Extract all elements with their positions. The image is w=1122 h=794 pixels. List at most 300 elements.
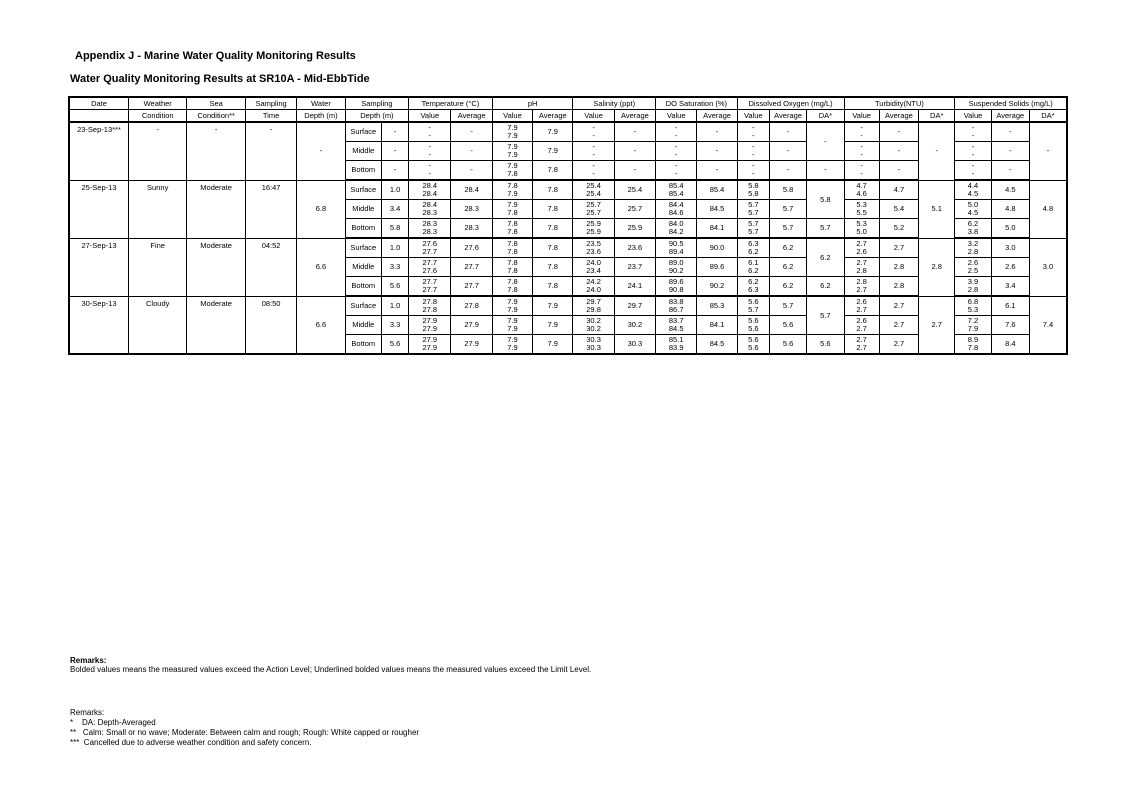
suspended-solids-da: 7.4 <box>1029 296 1067 354</box>
dissolved-oxygen-values-reading: 5.7 <box>748 200 759 209</box>
ph-values-reading: 7.8 <box>507 219 518 228</box>
do-saturation-values-reading: 86.7 <box>668 305 684 314</box>
dissolved-oxygen-values-reading: 6.3 <box>748 239 759 248</box>
do-saturation-values-reading: 90.5 <box>668 239 684 248</box>
dissolved-oxygen-values-reading: - <box>752 150 755 159</box>
dissolved-oxygen-values <box>737 277 769 297</box>
ph-average: 7.9 <box>533 316 573 335</box>
sampling-depth-cell: 5.6 <box>381 335 408 355</box>
suspended-solids-values <box>955 161 991 181</box>
do-saturation-values-reading: 83.7 <box>668 316 684 325</box>
dissolved-oxygen-values-reading: 5.7 <box>748 219 759 228</box>
sampling-level-cell: Bottom <box>345 219 381 239</box>
dissolved-oxygen-values-reading: 6.2 <box>748 277 759 286</box>
turbidity-average: 2.7 <box>879 296 918 316</box>
col-do-saturation-header: DO Saturation (%) <box>656 97 738 110</box>
temperature-average: - <box>451 122 492 142</box>
do-saturation-values-reading: 83.9 <box>668 343 684 352</box>
suspended-solids-average: 8.4 <box>991 335 1029 355</box>
temperature-average: 27.6 <box>451 238 492 258</box>
dissolved-oxygen-values-reading: - <box>752 131 755 140</box>
salinity-values <box>573 238 614 258</box>
sampling-level-cell: Bottom <box>345 335 381 355</box>
ph-average: 7.8 <box>533 161 573 181</box>
dissolved-oxygen-values-reading: 5.6 <box>748 316 759 325</box>
do-saturation-values-reading: 90.2 <box>668 266 684 275</box>
temperature-values-reading: - <box>428 142 432 151</box>
suspended-solids-da: 4.8 <box>1029 180 1067 238</box>
suspended-solids-average: 7.6 <box>991 316 1029 335</box>
sub-average: Average <box>991 110 1029 123</box>
temperature-average: 28.3 <box>451 200 492 219</box>
dissolved-oxygen-average: 6.2 <box>769 238 806 258</box>
col-ph-header: pH <box>492 97 573 110</box>
dissolved-oxygen-average: 6.2 <box>769 258 806 277</box>
suspended-solids-average: 3.4 <box>991 277 1029 297</box>
suspended-solids-values-reading: - <box>971 161 975 170</box>
temperature-values-reading: 27.7 <box>422 258 438 267</box>
temperature-average: 28.4 <box>451 180 492 200</box>
weather-cell: Sunny <box>128 180 186 238</box>
dissolved-oxygen-values <box>737 122 769 142</box>
col-temperature-header: Temperature (°C) <box>409 97 493 110</box>
do-saturation-values-reading: - <box>674 142 678 151</box>
temperature-values-reading: 28.3 <box>422 208 438 217</box>
dissolved-oxygen-values-reading: - <box>752 123 755 132</box>
dissolved-oxygen-average: 5.8 <box>769 180 806 200</box>
salinity-values <box>573 219 614 239</box>
turbidity-values-reading: 2.6 <box>856 247 867 256</box>
sub-value: Value <box>656 110 697 123</box>
weather-cell: Fine <box>128 238 186 296</box>
suspended-solids-values-reading: 2.8 <box>967 247 979 256</box>
suspended-solids-da: - <box>1029 122 1067 180</box>
salinity-values-reading: 25.4 <box>586 181 601 190</box>
salinity-values-reading: 24.0 <box>586 258 601 267</box>
sampling-depth-cell: 1.0 <box>381 180 408 200</box>
turbidity-values <box>844 200 879 219</box>
suspended-solids-values <box>955 296 991 316</box>
dissolved-oxygen-da: 5.7 <box>807 296 844 335</box>
turbidity-values <box>844 142 879 161</box>
dissolved-oxygen-values-reading: 5.6 <box>748 335 759 344</box>
dissolved-oxygen-values-reading: 5.8 <box>748 181 759 190</box>
suspended-solids-values <box>955 258 991 277</box>
ph-values <box>492 238 532 258</box>
salinity-values <box>573 180 614 200</box>
blank-cell <box>69 110 128 123</box>
water-quality-table <box>68 96 1068 355</box>
turbidity-values-reading: 2.8 <box>856 266 867 275</box>
turbidity-values <box>844 219 879 239</box>
salinity-values <box>573 258 614 277</box>
temperature-values-reading: 28.4 <box>422 181 438 190</box>
table-title: Water Quality Monitoring Results at SR10A - Mid-EbbTide <box>70 73 370 85</box>
temperature-average: 27.9 <box>451 335 492 355</box>
dissolved-oxygen-values-reading: 5.6 <box>748 324 759 333</box>
ph-average: 7.9 <box>533 335 573 355</box>
salinity-values-reading: 30.2 <box>586 316 601 325</box>
turbidity-values <box>844 161 879 181</box>
sampling-depth-cell: - <box>381 142 408 161</box>
salinity-average: 23.7 <box>614 258 655 277</box>
sea-condition-cell: Moderate <box>187 296 245 354</box>
dissolved-oxygen-values <box>737 296 769 316</box>
date-cell: 30-Sep-13 <box>69 296 128 354</box>
col-date-header: Date <box>69 97 128 110</box>
suspended-solids-average: 3.0 <box>991 238 1029 258</box>
salinity-average: 23.6 <box>614 238 655 258</box>
ph-values-reading: 7.9 <box>507 200 518 209</box>
salinity-values-reading: 23.5 <box>586 239 601 248</box>
table-row <box>69 180 1067 200</box>
ph-values-reading: 7.8 <box>507 227 518 236</box>
salinity-values-reading: - <box>592 169 595 178</box>
ph-values-reading: 7.9 <box>507 324 518 333</box>
temperature-values-reading: 27.6 <box>422 266 438 275</box>
do-saturation-values <box>656 316 697 335</box>
ph-average: 7.8 <box>533 238 573 258</box>
suspended-solids-values <box>955 142 991 161</box>
temperature-average: 28.3 <box>451 219 492 239</box>
dissolved-oxygen-values-reading: 5.7 <box>748 305 759 314</box>
turbidity-values-reading: - <box>860 142 863 151</box>
suspended-solids-values-reading: 4.4 <box>967 181 979 190</box>
sampling-level-cell: Middle <box>345 142 381 161</box>
do-saturation-values <box>656 296 697 316</box>
temperature-values <box>409 200 451 219</box>
suspended-solids-values <box>955 180 991 200</box>
temperature-values-reading: - <box>428 131 432 140</box>
ph-values-reading: 7.9 <box>507 142 518 151</box>
sampling-time-cell: - <box>245 122 296 180</box>
col-suspended-solids-header: Suspended Solids (mg/L) <box>955 97 1067 110</box>
dissolved-oxygen-values <box>737 200 769 219</box>
dissolved-oxygen-average: 5.7 <box>769 219 806 239</box>
sampling-level-cell: Bottom <box>345 277 381 297</box>
temperature-average: 27.9 <box>451 316 492 335</box>
salinity-values-reading: - <box>592 123 595 132</box>
dissolved-oxygen-values-reading: 5.8 <box>748 189 759 198</box>
dissolved-oxygen-average: 5.6 <box>769 316 806 335</box>
dissolved-oxygen-values <box>737 335 769 355</box>
turbidity-average: 2.7 <box>879 316 918 335</box>
temperature-values-reading: 27.8 <box>422 297 438 306</box>
turbidity-average: 2.8 <box>879 277 918 297</box>
turbidity-average: 2.8 <box>879 258 918 277</box>
ph-values-reading: 7.9 <box>507 161 518 170</box>
turbidity-values-reading: 4.7 <box>856 181 867 190</box>
salinity-values-reading: 30.3 <box>586 335 601 344</box>
salinity-values <box>573 335 614 355</box>
turbidity-values <box>844 238 879 258</box>
sub-value: Value <box>955 110 991 123</box>
salinity-values <box>573 316 614 335</box>
suspended-solids-values-reading: 4.5 <box>967 189 979 198</box>
dissolved-oxygen-values-reading: - <box>752 161 755 170</box>
do-saturation-values-reading: - <box>674 150 678 159</box>
suspended-solids-values-reading: - <box>971 169 975 178</box>
do-saturation-values-reading: 85.4 <box>668 181 684 190</box>
dissolved-oxygen-values <box>737 219 769 239</box>
ph-values <box>492 161 532 181</box>
weather-cell: Cloudy <box>128 296 186 354</box>
dissolved-oxygen-average: - <box>769 142 806 161</box>
temperature-values-reading: 28.4 <box>422 189 438 198</box>
ph-values-reading: 7.9 <box>507 123 518 132</box>
sampling-time-cell: 04:52 <box>245 238 296 296</box>
dissolved-oxygen-values-reading: 6.2 <box>748 247 759 256</box>
sub-da: DA* <box>807 110 844 123</box>
ph-values <box>492 316 532 335</box>
turbidity-values-reading: 2.7 <box>856 335 867 344</box>
turbidity-values-reading: 2.8 <box>856 277 867 286</box>
do-saturation-values <box>656 258 697 277</box>
suspended-solids-values-reading: 6.8 <box>967 297 979 306</box>
suspended-solids-values-reading: 8.9 <box>967 335 979 344</box>
suspended-solids-values-reading: - <box>971 131 975 140</box>
turbidity-values-reading: 5.5 <box>856 208 867 217</box>
suspended-solids-values <box>955 238 991 258</box>
turbidity-da: 2.8 <box>919 238 955 296</box>
dissolved-oxygen-values-reading: 6.3 <box>748 285 759 294</box>
ph-average: 7.8 <box>533 200 573 219</box>
remarks-levels-title: Remarks: <box>70 656 107 665</box>
table-row <box>69 238 1067 258</box>
salinity-values <box>573 277 614 297</box>
sea-condition-cell: Moderate <box>187 180 245 238</box>
turbidity-values <box>844 335 879 355</box>
salinity-values-reading: 24.0 <box>586 285 601 294</box>
sub-average: Average <box>769 110 806 123</box>
remarks-levels-text: Bolded values means the measured values exceed the Action Level; Underlined bolded values means the measured values exceed the Limit Level. <box>70 665 592 674</box>
dissolved-oxygen-da: - <box>807 161 844 181</box>
suspended-solids-values-reading: 5.3 <box>967 305 979 314</box>
turbidity-values-reading: - <box>860 150 863 159</box>
do-saturation-average: 84.5 <box>697 200 737 219</box>
col-turbidity-header: Turbidity(NTU) <box>844 97 955 110</box>
salinity-values-reading: 25.9 <box>586 219 601 228</box>
do-saturation-average: 85.3 <box>697 296 737 316</box>
salinity-values-reading: 30.2 <box>586 324 601 333</box>
water-depth-cell: - <box>297 122 345 180</box>
dissolved-oxygen-values-reading: - <box>752 142 755 151</box>
dissolved-oxygen-average: - <box>769 161 806 181</box>
temperature-values-reading: 27.9 <box>422 343 438 352</box>
salinity-values-reading: 30.3 <box>586 343 601 352</box>
ph-values <box>492 296 532 316</box>
do-saturation-values <box>656 219 697 239</box>
suspended-solids-average: 4.5 <box>991 180 1029 200</box>
turbidity-values <box>844 296 879 316</box>
sub-average: Average <box>879 110 918 123</box>
turbidity-da: - <box>919 122 955 180</box>
salinity-values-reading: - <box>592 150 595 159</box>
do-saturation-average: - <box>697 122 737 142</box>
header-row-1 <box>69 97 1067 110</box>
salinity-values-reading: 29.7 <box>586 297 601 306</box>
ph-values <box>492 335 532 355</box>
turbidity-average: 2.7 <box>879 335 918 355</box>
dissolved-oxygen-average: 5.6 <box>769 335 806 355</box>
temperature-values-reading: 27.8 <box>422 305 438 314</box>
ph-values <box>492 122 532 142</box>
col-sea-header: Sea <box>187 97 245 110</box>
suspended-solids-values-reading: 3.8 <box>967 227 979 236</box>
temperature-values <box>409 296 451 316</box>
do-saturation-values <box>656 180 697 200</box>
ph-values-reading: 7.8 <box>507 277 518 286</box>
sub-average: Average <box>533 110 573 123</box>
temperature-values <box>409 238 451 258</box>
col-sampling-depth-sub: Depth (m) <box>345 110 408 123</box>
turbidity-average: - <box>879 122 918 142</box>
do-saturation-values-reading: 90.8 <box>668 285 684 294</box>
col-water-depth-sub: Depth (m) <box>297 110 345 123</box>
suspended-solids-average: - <box>991 161 1029 181</box>
ph-values-reading: 7.9 <box>507 335 518 344</box>
salinity-values <box>573 161 614 181</box>
do-saturation-values-reading: 89.0 <box>668 258 684 267</box>
salinity-average: - <box>614 142 655 161</box>
suspended-solids-values-reading: 6.2 <box>967 219 979 228</box>
ph-values-reading: 7.8 <box>507 239 518 248</box>
do-saturation-values-reading: 83.8 <box>668 297 684 306</box>
turbidity-values <box>844 180 879 200</box>
temperature-values-reading: 27.7 <box>422 285 438 294</box>
sub-da: DA* <box>919 110 955 123</box>
ph-values-reading: 7.8 <box>507 258 518 267</box>
do-saturation-values-reading: 84.0 <box>668 219 684 228</box>
suspended-solids-values-reading: 7.2 <box>967 316 979 325</box>
col-salinity-header: Salinity (ppt) <box>573 97 656 110</box>
suspended-solids-values-reading: 3.2 <box>967 239 979 248</box>
temperature-average: - <box>451 142 492 161</box>
salinity-average: 25.9 <box>614 219 655 239</box>
turbidity-values <box>844 277 879 297</box>
date-cell: 25-Sep-13 <box>69 180 128 238</box>
sub-average: Average <box>697 110 737 123</box>
sampling-depth-cell: 3.3 <box>381 316 408 335</box>
dissolved-oxygen-values <box>737 316 769 335</box>
sea-condition-cell: - <box>187 122 245 180</box>
col-weather-sub: Condition <box>128 110 186 123</box>
date-cell: 27-Sep-13 <box>69 238 128 296</box>
salinity-values <box>573 142 614 161</box>
ph-values-reading: 7.8 <box>507 285 518 294</box>
dissolved-oxygen-values-reading: 5.6 <box>748 343 759 352</box>
temperature-values-reading: 27.9 <box>422 316 438 325</box>
sampling-time-cell: 16:47 <box>245 180 296 238</box>
sampling-level-cell: Bottom <box>345 161 381 181</box>
do-saturation-values-reading: - <box>674 161 678 170</box>
temperature-values-reading: 27.7 <box>422 277 438 286</box>
do-saturation-values <box>656 200 697 219</box>
suspended-solids-average: 4.8 <box>991 200 1029 219</box>
ph-values <box>492 277 532 297</box>
do-saturation-average: 90.0 <box>697 238 737 258</box>
water-depth-cell: 6.6 <box>297 238 345 296</box>
ph-average: 7.8 <box>533 219 573 239</box>
suspended-solids-values-reading: - <box>971 123 975 132</box>
do-saturation-values-reading: - <box>674 131 678 140</box>
do-saturation-values <box>656 122 697 142</box>
salinity-average: - <box>614 122 655 142</box>
do-saturation-values-reading: 84.2 <box>668 227 684 236</box>
ph-values-reading: 7.8 <box>507 208 518 217</box>
turbidity-values-reading: - <box>860 169 863 178</box>
weather-cell: - <box>128 122 186 180</box>
dissolved-oxygen-average: 5.7 <box>769 200 806 219</box>
sampling-level-cell: Surface <box>345 122 381 142</box>
sampling-depth-cell: 3.3 <box>381 258 408 277</box>
col-weather-header: Weather <box>128 97 186 110</box>
temperature-average: 27.7 <box>451 258 492 277</box>
temperature-values <box>409 180 451 200</box>
salinity-values <box>573 296 614 316</box>
dissolved-oxygen-values-reading: 6.2 <box>748 266 759 275</box>
salinity-average: 25.7 <box>614 200 655 219</box>
turbidity-values-reading: - <box>860 161 863 170</box>
col-time-header: Sampling <box>245 97 296 110</box>
salinity-values-reading: - <box>592 161 595 170</box>
col-dissolved-oxygen-header: Dissolved Oxygen (mg/L) <box>737 97 844 110</box>
ph-average: 7.9 <box>533 142 573 161</box>
do-saturation-average: 84.5 <box>697 335 737 355</box>
salinity-average: 24.1 <box>614 277 655 297</box>
table-row <box>69 122 1067 142</box>
turbidity-values-reading: 4.6 <box>856 189 867 198</box>
ph-values <box>492 200 532 219</box>
ph-values <box>492 180 532 200</box>
ph-values-reading: 7.9 <box>507 189 518 198</box>
temperature-average: 27.8 <box>451 296 492 316</box>
turbidity-da: 5.1 <box>919 180 955 238</box>
do-saturation-values-reading: 89.4 <box>668 247 684 256</box>
salinity-values-reading: 25.4 <box>586 189 601 198</box>
do-saturation-values-reading: 89.6 <box>668 277 684 286</box>
do-saturation-average: 89.6 <box>697 258 737 277</box>
suspended-solids-values <box>955 219 991 239</box>
turbidity-values-reading: 5.3 <box>856 200 867 209</box>
sea-condition-cell: Moderate <box>187 238 245 296</box>
temperature-values-reading: 28.4 <box>422 200 438 209</box>
salinity-values-reading: 25.9 <box>586 227 601 236</box>
date-cell: 23-Sep-13*** <box>69 122 128 180</box>
sub-value: Value <box>409 110 451 123</box>
salinity-values-reading: 23.6 <box>586 247 601 256</box>
do-saturation-average: 90.2 <box>697 277 737 297</box>
dissolved-oxygen-average: 5.7 <box>769 296 806 316</box>
salinity-average: 30.3 <box>614 335 655 355</box>
dissolved-oxygen-average: - <box>769 122 806 142</box>
suspended-solids-values-reading: - <box>971 150 975 159</box>
col-time-sub: Time <box>245 110 296 123</box>
suspended-solids-values-reading: - <box>971 142 975 151</box>
temperature-values-reading: 28.3 <box>422 219 438 228</box>
temperature-values-reading: 28.3 <box>422 227 438 236</box>
suspended-solids-average: 6.1 <box>991 296 1029 316</box>
suspended-solids-values <box>955 122 991 142</box>
temperature-values-reading: - <box>428 169 432 178</box>
sampling-depth-cell: 5.8 <box>381 219 408 239</box>
col-sampling-depth-header: Sampling <box>345 97 408 110</box>
sampling-level-cell: Surface <box>345 238 381 258</box>
sampling-level-cell: Middle <box>345 316 381 335</box>
ph-values-reading: 7.9 <box>507 150 518 159</box>
suspended-solids-values-reading: 2.6 <box>967 258 979 267</box>
temperature-values-reading: 27.6 <box>422 239 438 248</box>
